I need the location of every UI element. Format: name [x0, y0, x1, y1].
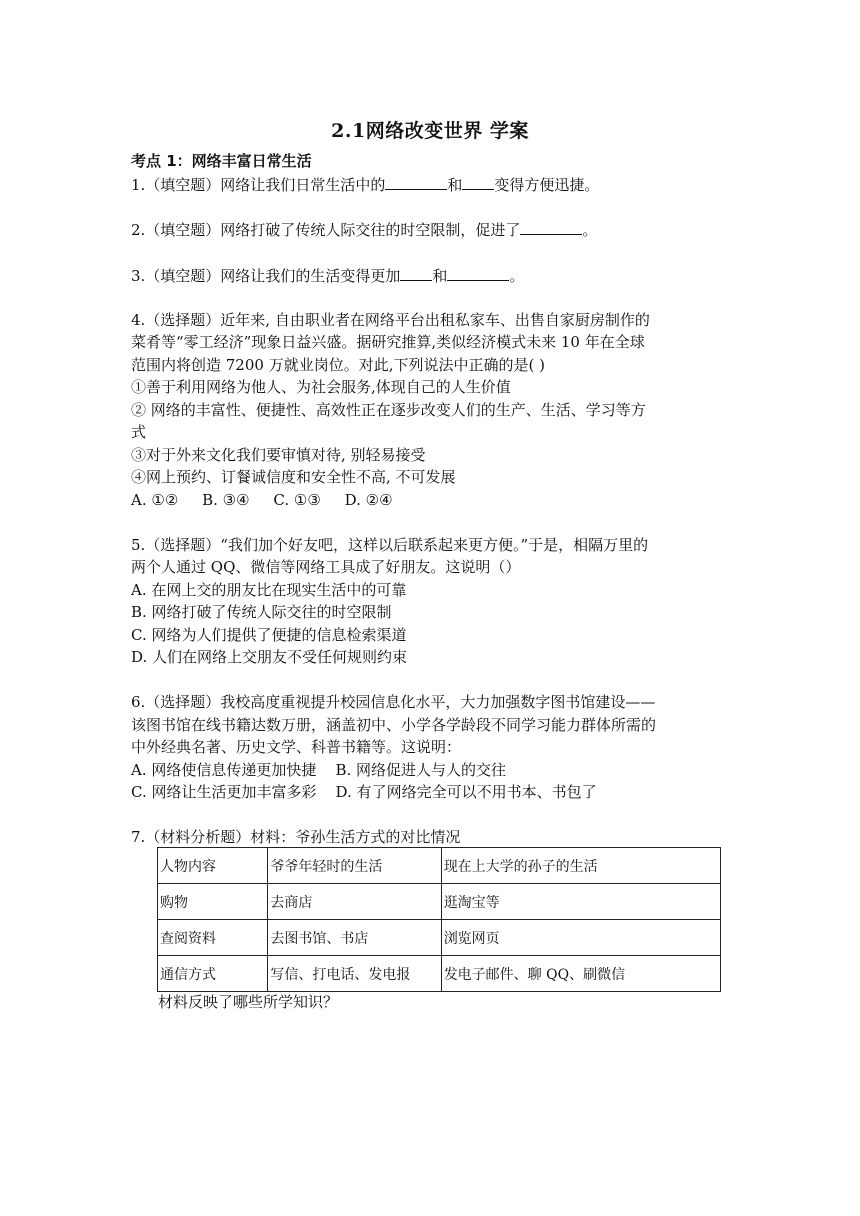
table-header-cell: 人物内容: [158, 848, 268, 884]
q6-stem-line: 该图书馆在线书籍达数万册，涵盖初中、小学各学龄段不同学习能力群体所需的: [131, 716, 657, 734]
q1-blank-1[interactable]: [385, 173, 447, 190]
section-heading: 考点 1：网络丰富日常生活: [131, 152, 312, 170]
q6-options-ab: A. 网络使信息传递更加快捷 B. 网络促进人与人的交往: [131, 761, 507, 779]
q1-text-mid: 和: [447, 176, 463, 194]
q7-intro: 7.（材料分析题）材料：爷孙生活方式的对比情况: [131, 828, 461, 846]
table-cell: 逛淘宝等: [441, 884, 720, 920]
q4-statement: ④网上预约、订餐诚信度和安全性不高, 不可发展: [131, 468, 456, 486]
q6-options-cd: C. 网络让生活更加丰富多彩 D. 有了网络完全可以不用书本、书包了: [131, 783, 597, 801]
table-cell: 浏览网页: [441, 920, 720, 956]
question-2: [131, 218, 597, 241]
q6-stem-line: 中外经典名著、历史文学、科普书籍等。这说明：: [131, 738, 462, 756]
q1-text-pre: 1.（填空题）网络让我们日常生活中的: [131, 176, 386, 194]
table-header-row: [158, 848, 721, 884]
question-1: [131, 173, 599, 196]
table-row: [158, 884, 721, 920]
table-cell: 去商店: [268, 884, 441, 920]
q3-blank-1[interactable]: [400, 264, 432, 281]
q1-blank-2[interactable]: [462, 173, 494, 190]
comparison-table: [157, 847, 721, 992]
q5-option-a: A. 在网上交的朋友比在现实生活中的可靠: [131, 581, 407, 599]
page-title: 2.1网络改变世界 学案: [331, 120, 529, 142]
q4-stem-line: 范围内将创造 7200 万就业岗位。对此,下列说法中正确的是( ): [131, 356, 545, 374]
q3-text-mid: 和: [432, 267, 448, 285]
q5-option-d: D. 人们在网络上交朋友不受任何规则约束: [131, 648, 408, 666]
table-cell: 购物: [158, 884, 268, 920]
q4-statement-cont: 式: [131, 423, 147, 441]
question-3: [131, 264, 524, 287]
q7-question: 材料反映了哪些所学知识？: [158, 993, 339, 1011]
table-cell: 去图书馆、书店: [268, 920, 441, 956]
q5-stem-line: 两个人通过 QQ、微信等网络工具成了好朋友。这说明（）: [131, 558, 521, 576]
table-cell: 发电子邮件、聊 QQ、刷微信: [441, 956, 720, 992]
q4-statement: ③对于外来文化我们要审慎对待, 别轻易接受: [131, 446, 426, 464]
q3-text-pre: 3.（填空题）网络让我们的生活变得更加: [131, 267, 401, 285]
table-header-cell: 现在上大学的孙子的生活: [441, 848, 720, 884]
q5-stem-line: 5.（选择题）“我们加个好友吧，这样以后联系起来更方便。”于是，相隔万里的: [131, 536, 649, 554]
table-cell: 通信方式: [158, 956, 268, 992]
q6-stem-line: 6.（选择题）我校高度重视提升校园信息化水平，大力加强数字图书馆建设——: [131, 693, 656, 711]
q4-statement: ② 网络的丰富性、便捷性、高效性正在逐步改变人们的生产、生活、学习等方: [131, 401, 646, 419]
q2-blank[interactable]: [520, 218, 582, 235]
table-header-cell: 爷爷年轻时的生活: [268, 848, 441, 884]
q2-text-post: 。: [582, 221, 598, 239]
q1-text-post: 变得方便迅捷。: [494, 176, 600, 194]
table-cell: 写信、打电话、发电报: [268, 956, 441, 992]
q2-text-pre: 2.（填空题）网络打破了传统人际交往的时空限制，促进了: [131, 221, 521, 239]
q4-options: A. ①② B. ③④ C. ①③ D. ②④: [131, 491, 393, 509]
table-cell: 查阅资料: [158, 920, 268, 956]
q3-text-post: 。: [509, 267, 525, 285]
table-row: [158, 920, 721, 956]
q4-stem-line: 菜肴等“零工经济”现象日益兴盛。据研究推算,类似经济模式未来 10 年在全球: [131, 333, 645, 351]
table-row: [158, 956, 721, 992]
q4-stem-line: 4.（选择题）近年来, 自由职业者在网络平台出租私家车、出售自家厨房制作的: [131, 311, 650, 329]
q3-blank-2[interactable]: [447, 264, 509, 281]
q5-option-b: B. 网络打破了传统人际交往的时空限制: [131, 603, 392, 621]
q4-statement: ①善于利用网络为他人、为社会服务,体现自己的人生价值: [131, 378, 511, 396]
q5-option-c: C. 网络为人们提供了便捷的信息检索渠道: [131, 626, 407, 644]
